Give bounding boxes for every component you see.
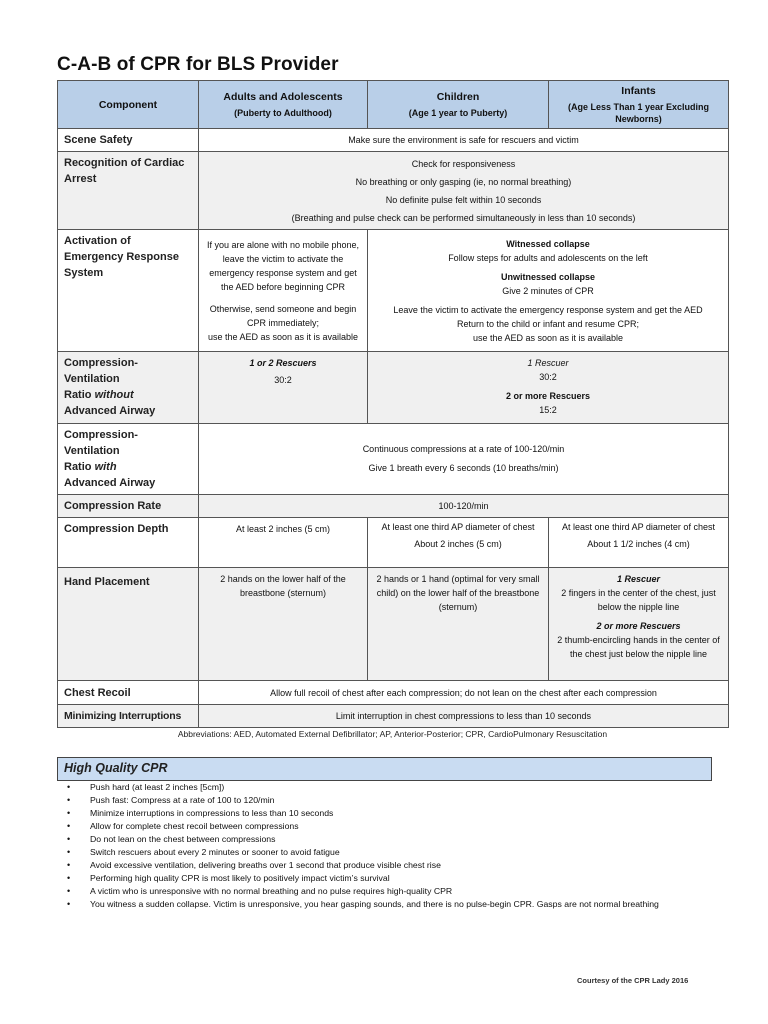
recoil-label: Chest Recoil	[58, 681, 199, 705]
bullet-icon: •	[67, 886, 71, 896]
row-interruptions	[58, 705, 729, 728]
row-activation	[58, 230, 729, 352]
ratio-with-label	[58, 424, 199, 495]
unwitnessed-title: Unwitnessed collapse	[500, 271, 596, 282]
activation-leave-line: use the AED as soon as it is available	[472, 332, 624, 343]
ratio-kids-title1: 1 Rescuer	[527, 358, 569, 368]
ratio-without-label-line	[64, 387, 192, 403]
witnessed-title: Witnessed collapse	[506, 238, 590, 249]
recoil-text: Allow full recoil of chest after each compression; do not lean on the chest after each compression	[199, 681, 729, 705]
ratio-without-kids	[368, 352, 729, 424]
header-row	[58, 81, 729, 129]
activation-adults-text: If you are alone with no mobile phone, leave the victim to activate the emergency response system and get the AED before beginning CPR	[206, 239, 360, 292]
list-item	[57, 833, 717, 846]
ratio-without-label-line: Advanced Airway	[64, 405, 156, 417]
list-item-text: Do not lean on the chest between compressions	[90, 834, 276, 844]
row-ratio-with	[58, 424, 729, 495]
bullet-icon: •	[67, 873, 71, 883]
ratio-kids-value1: 30:2	[539, 372, 557, 382]
activation-label: Activation of Emergency Response System	[58, 230, 199, 352]
row-recoil	[58, 681, 729, 705]
row-ratio-without	[58, 352, 729, 424]
depth-children	[368, 518, 549, 568]
recognition-cell	[199, 152, 729, 230]
bullet-icon: •	[67, 821, 71, 831]
bullet-icon: •	[67, 795, 71, 805]
header-infants-label: Infants	[621, 85, 656, 97]
depth-adults: At least 2 inches (5 cm)	[199, 518, 368, 568]
scene-safety-label: Scene Safety	[58, 129, 199, 152]
list-item	[57, 898, 717, 911]
ratio-adults-value: 30:2	[274, 375, 292, 385]
bullet-icon: •	[67, 860, 71, 870]
activation-adults-text: use the AED as soon as it is available	[207, 331, 359, 342]
interruptions-label: Minimizing Interruptions	[58, 705, 199, 728]
recognition-label: Recognition of Cardiac Arrest	[58, 152, 199, 230]
ratio-adults-title: 1 or 2 Rescuers	[249, 358, 317, 368]
bullet-icon: •	[67, 847, 71, 857]
scene-safety-text: Make sure the environment is safe for rescuers and victim	[199, 129, 729, 152]
hand-infants-title: 2 or more Rescuers	[596, 621, 681, 631]
list-item	[57, 820, 717, 833]
list-item-text: Minimize interruptions in compressions to less than 10 seconds	[90, 808, 334, 818]
header-children-sub: (Age 1 year to Puberty)	[408, 108, 508, 118]
header-component-label: Component	[98, 98, 158, 111]
header-infants	[549, 81, 729, 129]
depth-infants-line: About 1 1/2 inches (4 cm)	[587, 539, 690, 549]
activation-leave-line: Return to the child or infant and resume CPR;	[456, 318, 640, 329]
recognition-line: No definite pulse felt within 10 seconds	[385, 194, 542, 205]
ratio-emphasis: with	[94, 461, 117, 473]
recognition-line: Check for responsiveness	[411, 158, 516, 169]
list-item-text: Avoid excessive ventilation, delivering breaths over 1 second that produce visible chest rise	[90, 860, 441, 870]
list-item	[57, 846, 717, 859]
courtesy-note: Courtesy of the CPR Lady 2016	[577, 976, 689, 985]
activation-adults	[199, 230, 368, 352]
unwitnessed-text: Give 2 minutes of CPR	[502, 285, 594, 296]
rate-text: 100-120/min	[199, 495, 729, 518]
row-scene-safety	[58, 129, 729, 152]
abbreviations-note: Abbreviations: AED, Automated External Defibrillator; AP, Anterior-Posterior; CPR, CardioPulmonary Resuscitation	[177, 729, 608, 739]
ratio-emphasis: without	[94, 389, 134, 401]
ratio-word: Ratio	[64, 461, 92, 473]
witnessed-text: Follow steps for adults and adolescents on the left	[448, 252, 648, 263]
list-item	[57, 807, 717, 820]
list-item	[57, 885, 717, 898]
hand-infants-text: 2 thumb-encircling hands in the center of the chest just below the nipple line	[557, 635, 720, 659]
hand-infants-text: 2 fingers in the center of the chest, just below the nipple line	[561, 588, 716, 612]
depth-infants-line: At least one third AP diameter of chest	[562, 522, 715, 532]
list-item	[57, 781, 717, 794]
hand-infants	[549, 568, 729, 681]
bullet-icon: •	[67, 834, 71, 844]
ratio-with-text	[199, 424, 729, 495]
list-item-text: Push hard (at least 2 inches [5cm])	[90, 782, 225, 792]
header-children-label: Children	[436, 91, 480, 103]
list-item	[57, 872, 717, 885]
hand-adults: 2 hands on the lower half of the breastbone (sternum)	[199, 568, 368, 681]
ratio-with-label-line: Compression-	[64, 429, 138, 441]
rate-label: Compression Rate	[58, 495, 199, 518]
recognition-line: No breathing or only gasping (ie, no normal breathing)	[355, 176, 572, 187]
list-item-text: Performing high quality CPR is most likely to positively impact victim’s survival	[90, 873, 390, 883]
list-item	[57, 859, 717, 872]
interruptions-text: Limit interruption in chest compressions to less than 10 seconds	[199, 705, 729, 728]
ratio-with-line: Give 1 breath every 6 seconds (10 breaths/min)	[368, 463, 559, 473]
row-rate	[58, 495, 729, 518]
list-item	[57, 794, 717, 807]
header-adults-label: Adults and Adolescents	[223, 91, 343, 103]
high-quality-header	[57, 757, 712, 781]
list-item-text: You witness a sudden collapse. Victim is unresponsive, you hear gasping sounds, and there is no pulse-begin CPR. Gasps are not normal breathing	[90, 899, 659, 909]
list-item-text: Switch rescuers about every 2 minutes or sooner to avoid fatigue	[90, 847, 340, 857]
ratio-without-label	[58, 352, 199, 424]
high-quality-list	[57, 781, 717, 911]
header-adults-sub: (Puberty to Adulthood)	[234, 108, 332, 118]
header-infants-sub: (Age Less Than 1 year Excluding Newborns)	[567, 102, 710, 124]
ratio-with-label-line: Advanced Airway	[64, 477, 156, 489]
ratio-without-label-line: Ventilation	[64, 373, 120, 385]
ratio-without-label-line: Compression-	[64, 357, 138, 369]
depth-infants	[549, 518, 729, 568]
row-hand	[58, 568, 729, 681]
ratio-with-line: Continuous compressions at a rate of 100-120/min	[362, 444, 565, 454]
row-recognition	[58, 152, 729, 230]
activation-kids	[368, 230, 729, 352]
depth-children-line: At least one third AP diameter of chest	[381, 522, 535, 532]
ratio-with-label-line	[64, 459, 192, 475]
ratio-with-label-line: Ventilation	[64, 445, 120, 457]
header-adults	[199, 81, 368, 129]
hand-children: 2 hands or 1 hand (optimal for very small child) on the lower half of the breastbone (sternum)	[368, 568, 549, 681]
ratio-kids-title2: 2 or more Rescuers	[505, 391, 591, 401]
ratio-without-adults	[199, 352, 368, 424]
high-quality-title: High Quality CPR	[64, 761, 168, 775]
page-title: C-A-B of CPR for BLS Provider	[57, 54, 339, 75]
hand-infants-title: 1 Rescuer	[616, 574, 661, 584]
cpr-table	[57, 80, 729, 728]
bullet-icon: •	[67, 782, 71, 792]
hand-label: Hand Placement	[58, 568, 199, 681]
recognition-line: (Breathing and pulse check can be performed simultaneously in less than 10 seconds)	[291, 212, 636, 223]
ratio-word: Ratio	[64, 389, 92, 401]
header-component	[58, 81, 199, 129]
list-item-text: A victim who is unresponsive with no normal breathing and no pulse requires high-quality CPR	[90, 886, 453, 896]
ratio-kids-value2: 15:2	[539, 405, 557, 415]
bullet-icon: •	[67, 899, 71, 909]
activation-leave-line: Leave the victim to activate the emergency response system and get the AED	[393, 304, 703, 315]
bullet-icon: •	[67, 808, 71, 818]
depth-children-line: About 2 inches (5 cm)	[414, 539, 502, 549]
activation-adults-text: Otherwise, send someone and begin CPR immediately;	[209, 303, 357, 328]
list-item-text: Allow for complete chest recoil between compressions	[90, 821, 299, 831]
depth-label: Compression Depth	[58, 518, 199, 568]
header-children	[368, 81, 549, 129]
row-depth	[58, 518, 729, 568]
list-item-text: Push fast: Compress at a rate of 100 to 120/min	[90, 795, 275, 805]
